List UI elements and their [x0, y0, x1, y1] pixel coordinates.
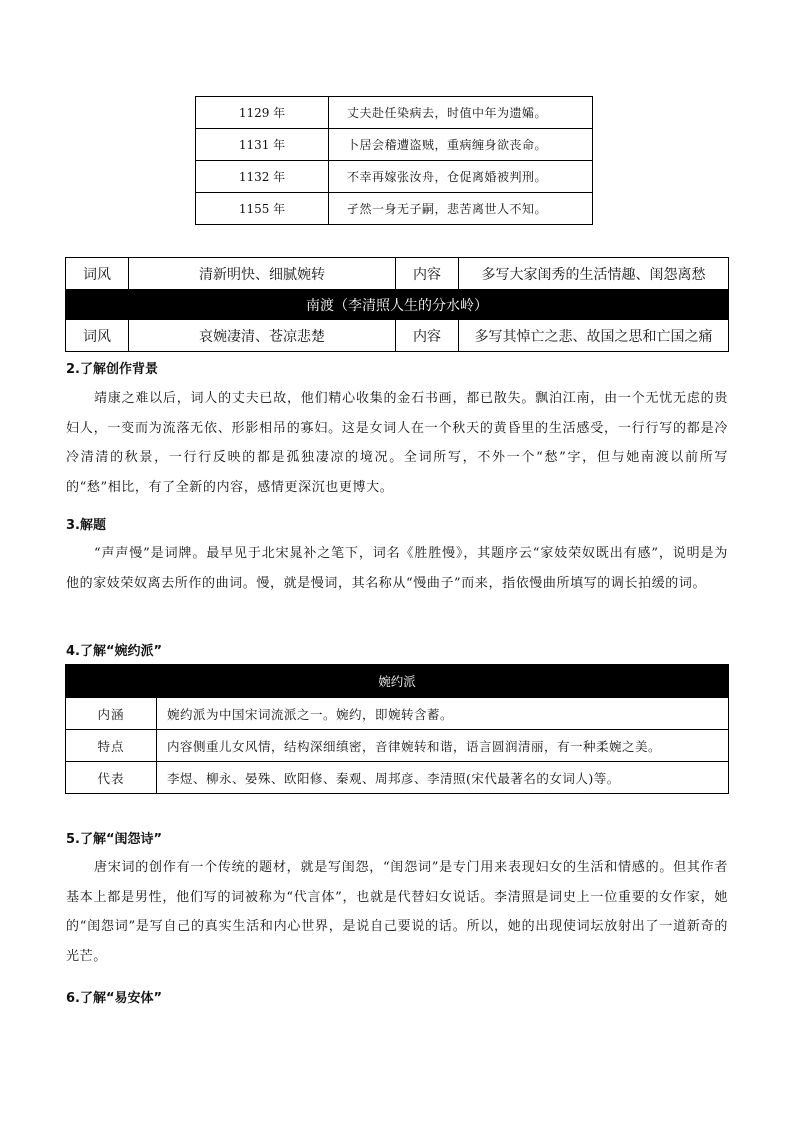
row-desc-cell: 婉约派为中国宋词流派之一。婉约，即婉转含蓄。 — [157, 698, 729, 730]
style-value-cell: 哀婉凄清、苍凉悲楚 — [129, 320, 396, 352]
content-label-cell: 内容 — [396, 320, 459, 352]
style-comparison-table — [65, 257, 729, 352]
event-cell: 丈夫赴任染病去，时值中年为遗孀。 — [329, 97, 593, 129]
row-label-cell: 特点 — [66, 730, 157, 762]
table-row — [66, 258, 729, 290]
year-cell: 1129 年 — [196, 97, 329, 129]
table-row — [196, 161, 593, 193]
table-row — [66, 730, 729, 762]
style-value-cell: 清新明快、细腻婉转 — [129, 258, 396, 290]
table-row — [66, 320, 729, 352]
table-divider-row — [66, 290, 729, 320]
section-heading: 5.了解“闺怨诗” — [66, 832, 163, 847]
row-desc-cell: 李煜、柳永、晏殊、欧阳修、秦观、周邦彦、李清照(宋代最著名的女词人)等。 — [157, 762, 729, 794]
divider-cell: 南渡（李清照人生的分水岭） — [66, 290, 729, 320]
table-row — [66, 762, 729, 794]
section-heading: 4.了解“婉约派” — [66, 644, 163, 659]
section-heading: 6.了解“易安体” — [66, 991, 163, 1006]
content-label-cell: 内容 — [396, 258, 459, 290]
row-label-cell: 代表 — [66, 762, 157, 794]
table-row — [196, 129, 593, 161]
row-desc-cell: 内容侧重儿女风情，结构深细缜密，音律婉转和谐，语言圆润清丽，有一种柔婉之美。 — [157, 730, 729, 762]
section-heading: 3.解题 — [66, 518, 106, 533]
table-header-row — [66, 665, 729, 698]
row-label-cell: 内涵 — [66, 698, 157, 730]
section-paragraph: “声声慢”是词牌。最早见于北宋晁补之笔下，词名《胜胜慢》，其题序云“家妓荣奴既出有感”，说明是为他的家妓荣奴离去所作的曲词。慢，就是慢词，其名称从“慢曲子”而来，指依慢曲所填写的调长拍缓的词。 — [66, 546, 728, 591]
table-header-cell: 婉约派 — [66, 665, 729, 698]
section-paragraph: 靖康之难以后，词人的丈夫已故，他们精心收集的金石书画，都已散失。飘泊江南，由一个无忧无虑的贵妇人，一变而为流落无依、形影相吊的寡妇。这是女词人在一个秋天的黄昏里的生活感受，一行行写的都是冷冷清清的秋景，一行行反映的都是孤独凄凉的境况。全词所写，不外一个“愁”字，但与她南渡以前所写的“愁”相比，有了全新的内容，感情更深沉也更博大。 — [66, 391, 728, 495]
section-paragraph: 唐宋词的创作有一个传统的题材，就是写闺怨，“闺怨词”是专门用来表现妇女的生活和情感的。但其作者基本上都是男性，他们写的词被称为“代言体”，也就是代替妇女说话。李清照是词史上一位重要的女作家，她的“闺怨词”是写自己的真实生活和内心世界，是说自己要说的话。所以，她的出现使词坛放射出了一道新奇的光芒。 — [66, 860, 728, 964]
year-cell: 1131 年 — [196, 129, 329, 161]
year-cell: 1132 年 — [196, 161, 329, 193]
event-cell: 卜居会稽遭盗贼，重病缠身欲丧命。 — [329, 129, 593, 161]
section-heading: 2.了解创作背景 — [66, 362, 158, 377]
style-label-cell: 词风 — [66, 320, 129, 352]
event-cell: 孑然一身无子嗣，悲苦离世人不知。 — [329, 193, 593, 225]
content-value-cell: 多写大家闺秀的生活情趣、闺怨离愁 — [459, 258, 729, 290]
table-row — [196, 193, 593, 225]
style-label-cell: 词风 — [66, 258, 129, 290]
table-row — [196, 97, 593, 129]
wanyue-school-table — [65, 664, 729, 794]
event-cell: 不幸再嫁张汝舟，仓促离婚被判刑。 — [329, 161, 593, 193]
table-row — [66, 698, 729, 730]
content-value-cell: 多写其悼亡之悲、故国之思和亡国之痛 — [459, 320, 729, 352]
year-cell: 1155 年 — [196, 193, 329, 225]
timeline-table — [195, 96, 593, 225]
